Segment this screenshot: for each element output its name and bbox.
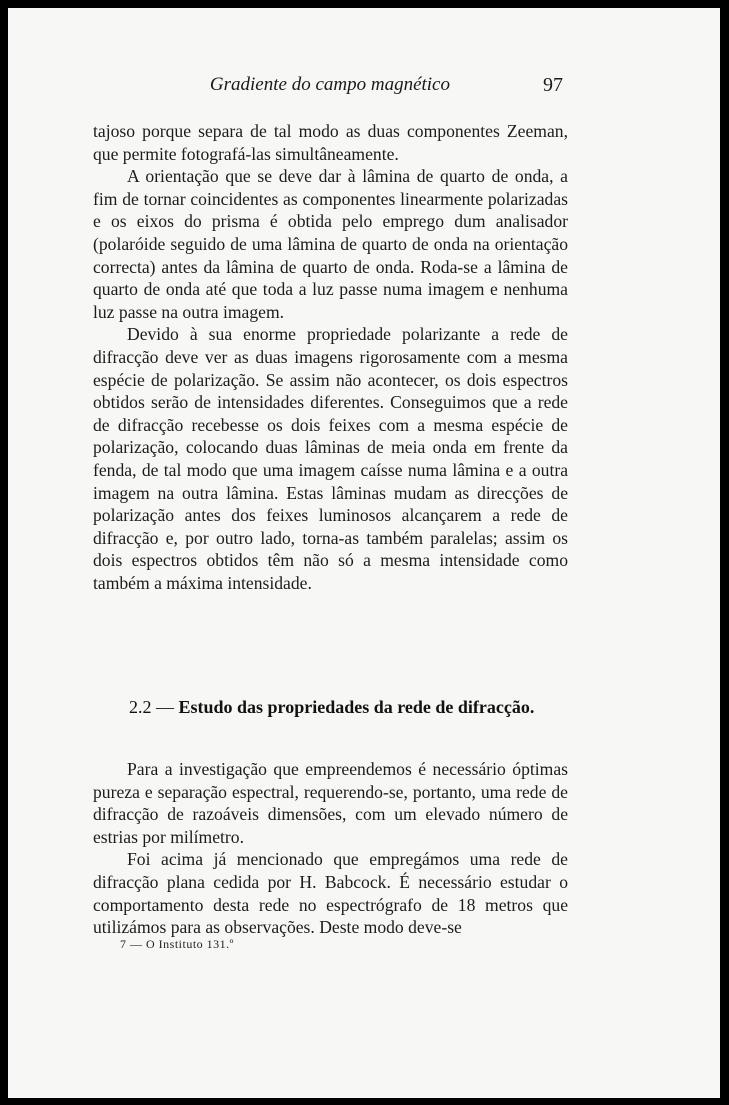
paragraph: Para a investigação que empreendemos é necessário óptimas pureza e separação espectral, requerendo-se, portanto, uma rede de difracção de razoáveis dimensões, com um elevado número de estrias por milímetro. xyxy=(93,759,568,847)
signature-mark: 7 — O Instituto 131.º xyxy=(120,937,234,951)
section-heading xyxy=(129,697,534,718)
paragraph: A orientação que se deve dar à lâmina de quarto de onda, a fim de tornar coincidentes as componentes linearmente polarizadas e os eixos do prisma é obtida pelo emprego dum analisador (polaróide seguido de uma lâmina de quarto de onda na orientação correcta) antes da lâmina de quarto de onda. Roda-se a lâmina de quarto de onda até que toda a luz passe numa imagem e nenhuma luz passe na outra imagem. xyxy=(93,166,568,322)
paragraph: tajoso porque separa de tal modo as duas componentes Zeeman, que permite fotografá-las simultâneamente. xyxy=(93,121,568,164)
running-title: Gradiente do campo magnético xyxy=(209,74,450,95)
page xyxy=(8,8,720,1098)
page-number: 97 xyxy=(543,74,563,96)
section-number: 2.2 xyxy=(129,697,152,717)
body-text-bottom xyxy=(93,758,568,939)
section-dash: — xyxy=(156,697,174,717)
running-header xyxy=(8,74,720,104)
section-title: Estudo das propriedades da rede de difracção. xyxy=(178,697,535,717)
paragraph: Devido à sua enorme propriedade polarizante a rede de difracção deve ver as duas imagens rigorosamente com a mesma espécie de polarização. Se assim não acontecer, os dois espectros obtidos serão de intensidades diferentes. Conseguimos que a rede de difracção recebesse os dois feixes com a mesma espécie de polarização, colocando duas lâminas de meia onda em frente da fenda, de tal modo que uma imagem caísse numa lâmina e a outra imagem na outra lâmina. Estas lâminas mudam as direcções de polarização antes dos feixes luminosos alcançarem a rede de difracção e, por outro lado, torna-as também paralelas; assim os dois espectros obtidos têm não só a mesma intensidade como também a máxima intensidade. xyxy=(93,324,568,593)
paragraph: Foi acima já mencionado que empregámos uma rede de difracção plana cedida por H. Babcock. É necessário estudar o comportamento desta rede no espectrógrafo de 18 metros que utilizámos para as observações. Deste modo deve-se xyxy=(93,849,568,938)
body-text-top xyxy=(93,120,568,594)
